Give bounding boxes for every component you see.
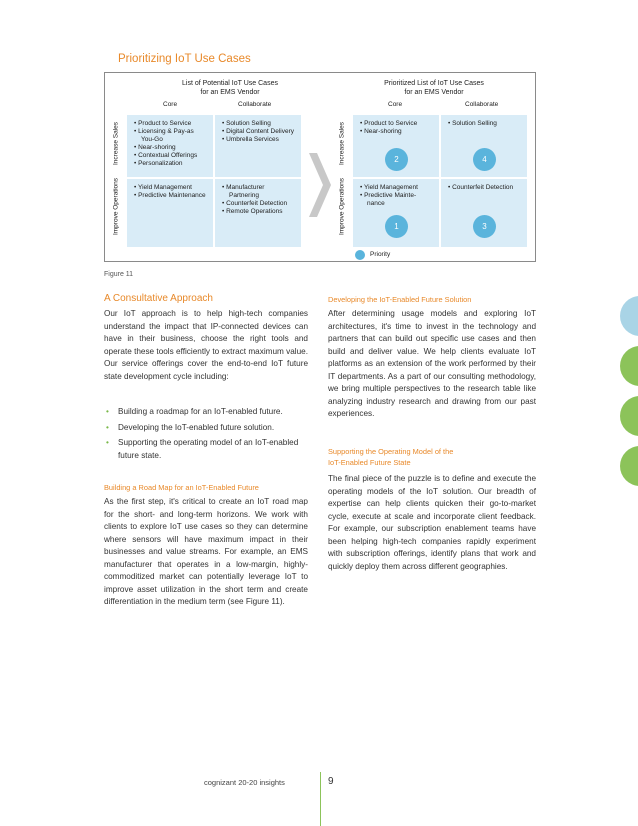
approach-bullet-text: Developing the IoT-enabled future solution.	[118, 422, 275, 432]
quadrant-item: • Personalization	[134, 160, 207, 168]
quadrant-item: • Remote Operations	[222, 208, 295, 216]
quadrant-item: • Digital Content Delivery	[222, 128, 295, 136]
page-number: 9	[328, 776, 334, 787]
left-quad-core-improve	[127, 179, 213, 247]
quadrant-item: • Umbrella Services	[222, 136, 295, 144]
right-quad-collab-increase-list	[441, 115, 527, 128]
left-quad-collab-improve-list	[215, 179, 301, 216]
left-panel-title-line2: for an EMS Vendor	[200, 89, 260, 96]
left-quad-core-increase-list	[127, 115, 213, 168]
quadrant-item: • Counterfeit Detection	[448, 184, 521, 192]
left-col-core: Core	[163, 101, 178, 108]
quadrant-item: • Contextual Offerings	[134, 152, 207, 160]
section-heading: A Consultative Approach	[104, 293, 213, 304]
left-quad-collab-increase-list	[215, 115, 301, 144]
right-quad-collab-increase	[441, 115, 527, 177]
bullet-dot-icon: •	[106, 422, 109, 432]
approach-bullet	[104, 437, 308, 462]
roadmap-paragraph: As the first step, it's critical to create an IoT road map for the short- and long-term horizons. We work with clients to explore IoT use cases so they can determine where sensors will have maximum impact in their businesses and value streams. For example, an EMS manufacturer that operates in a low-margin, highly-commoditized market can potentially leverage IoT to improve asset utilization in the short term and create differentiation in the medium term (see Figure 11).	[104, 497, 308, 606]
left-quad-collab-improve	[215, 179, 301, 247]
approach-bullet	[104, 422, 308, 435]
supporting-subheading	[328, 446, 536, 468]
right-row-improve: Improve Operations	[338, 177, 346, 236]
quadrant-item: • Solution Selling	[222, 120, 295, 128]
left-col-collaborate: Collaborate	[238, 101, 272, 108]
priority-badge: 3	[473, 215, 496, 238]
quadrant-item: • Predictive Mainte- nance	[360, 192, 433, 208]
supporting-paragraph: The final piece of the puzzle is to define and execute the operating models of the IoT solution. Our breadth of expertise can help clients quicken their go-to-market cycle, execute at scale and incorporate client feedback. For example, our subscription enablement teams have been helping high-tech companies rapidly experiment with subscription offerings, identify plans that work and quickly deploy them across different geographies.	[328, 474, 536, 571]
right-panel-title-line1: Prioritized List of IoT Use Cases	[384, 80, 484, 87]
right-quad-core-improve-list	[353, 179, 439, 208]
side-tab-green	[620, 396, 638, 436]
intro-paragraph: Our IoT approach is to help high-tech companies understand the impact that IP-connected devices can have in their business, choose the right tools and operate these tools efficiently to extract maximum value. Our service offerings cover the end-to-end IoT future state development cycle including:	[104, 309, 308, 381]
right-quad-core-increase	[353, 115, 439, 177]
figure-title: Prioritizing IoT Use Cases	[118, 53, 251, 65]
left-panel-title-line1: List of Potential IoT Use Cases	[182, 80, 278, 87]
right-panel-title-line2: for an EMS Vendor	[404, 89, 464, 96]
priority-badge: 4	[473, 148, 496, 171]
chevron-right-icon	[309, 153, 331, 217]
priority-legend-label: Priority	[370, 251, 391, 258]
right-quad-collab-improve	[441, 179, 527, 247]
quadrant-item: • Yield Management	[360, 184, 433, 192]
quadrant-item: • Yield Management	[134, 184, 207, 192]
figure-11	[104, 72, 536, 262]
side-tab-blue	[620, 296, 638, 336]
priority-badge: 2	[385, 148, 408, 171]
side-tab-green	[620, 446, 638, 486]
left-quad-collab-increase	[215, 115, 301, 177]
quadrant-item: • Solution Selling	[448, 120, 521, 128]
priority-badge: 1	[385, 215, 408, 238]
bullet-dot-icon: •	[106, 407, 109, 416]
bullet-dot-icon: •	[106, 438, 109, 447]
left-panel-title	[145, 79, 315, 97]
quadrant-item: • Product to Service	[360, 120, 433, 128]
right-panel-title	[349, 79, 519, 97]
left-quad-core-increase	[127, 115, 213, 177]
side-tab-green	[620, 346, 638, 386]
footer-divider	[320, 772, 321, 826]
quadrant-item: • Near-shoring	[360, 128, 433, 136]
figure-caption: Figure 11	[104, 271, 134, 278]
right-col-core: Core	[388, 101, 403, 108]
right-quad-core-increase-list	[353, 115, 439, 136]
quadrant-item: • Predictive Maintenance	[134, 192, 207, 200]
priority-legend-swatch	[355, 250, 365, 260]
left-quad-core-improve-list	[127, 179, 213, 200]
quadrant-item: • Manufacturer Partnering	[222, 184, 295, 200]
right-row-increase: Increase Sales	[338, 122, 346, 165]
approach-bullet-list	[104, 406, 308, 465]
quadrant-item: • Product to Service	[134, 120, 207, 128]
left-row-improve: Improve Operations	[112, 177, 120, 236]
approach-bullet-text: Supporting the operating model of an IoT-enabled future state.	[118, 438, 299, 460]
right-quad-core-improve	[353, 179, 439, 247]
quadrant-item: • Counterfeit Detection	[222, 200, 295, 208]
supporting-subheading-line2: IoT-Enabled Future State	[328, 458, 411, 467]
supporting-subheading-line1: Supporting the Operating Model of the	[328, 447, 454, 456]
footer-publication: cognizant 20-20 insights	[204, 778, 285, 787]
right-quad-collab-improve-list	[441, 179, 527, 192]
approach-bullet	[104, 406, 308, 419]
developing-paragraph: After determining usage models and exploring IoT architectures, it's time to invest in the technology and partners that can build out specific use cases and then build and deliver value. We help clients evaluate IoT platforms as an extension of the work performed by their IT departments. As a part of our consulting methodology, we bring multiple perspectives to the research table like analyzing industry research and drawing from our past experiences.	[328, 309, 536, 418]
left-row-increase: Increase Sales	[112, 122, 120, 165]
approach-bullet-text: Building a roadmap for an IoT-enabled future.	[118, 407, 283, 416]
quadrant-item: • Near-shoring	[134, 144, 207, 152]
quadrant-item: • Licensing & Pay-as You-Go	[134, 128, 207, 144]
roadmap-subheading: Building a Road Map for an IoT-Enabled Future	[104, 483, 259, 492]
right-col-collaborate: Collaborate	[465, 101, 499, 108]
developing-subheading: Developing the IoT-Enabled Future Solution	[328, 295, 472, 304]
